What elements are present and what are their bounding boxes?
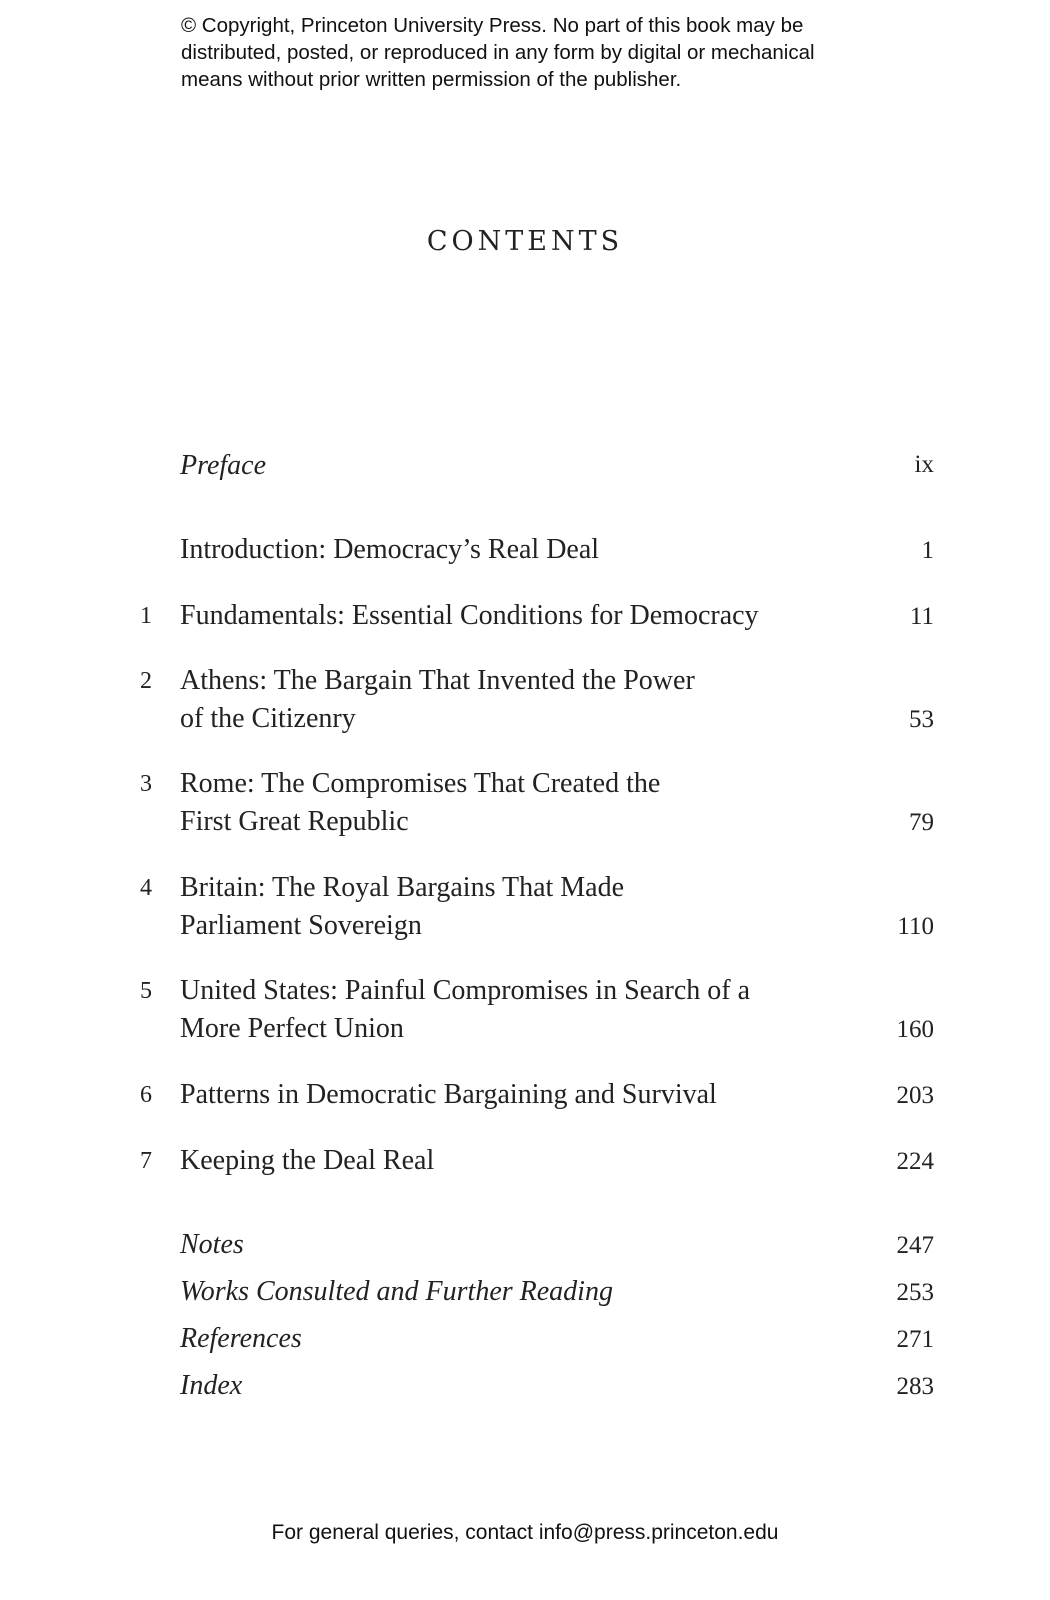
toc-entry-page: 160 [896, 1016, 934, 1043]
toc-entry-number: 3 [140, 771, 152, 797]
toc-entry-page: 110 [897, 913, 934, 940]
toc-entry-title-continued: First Great Republic [180, 806, 409, 837]
toc-entry-page: 11 [909, 603, 934, 630]
toc-entry-number: 1 [140, 603, 152, 629]
toc-entry-title: Introduction: Democracy’s Real Deal [180, 534, 600, 565]
toc-entry-title-continued: of the Citizenry [180, 703, 356, 734]
toc-entry-title: Keeping the Deal Real [180, 1145, 435, 1176]
toc-entry-title: Rome: The Compromises That Created the [180, 768, 661, 799]
toc-entry-page: 53 [909, 706, 934, 733]
toc-entry-title-continued: More Perfect Union [180, 1013, 404, 1044]
page-title: CONTENTS [426, 226, 624, 257]
toc-entry-page: 253 [896, 1279, 934, 1306]
toc-entry-number: 7 [140, 1148, 152, 1174]
copyright-line-3: means without prior written permission of the publisher. [181, 68, 682, 91]
toc-entry-page: 1 [921, 537, 934, 564]
footer-contact: For general queries, contact info@press.princeton.edu [271, 1521, 779, 1544]
toc-entry-page: 203 [896, 1082, 934, 1109]
toc-entry-title: Fundamentals: Essential Conditions for Democracy [180, 600, 759, 631]
toc-entry-title: Patterns in Democratic Bargaining and Survival [180, 1079, 717, 1110]
toc-entry-title: Notes [180, 1229, 244, 1260]
toc-entry-page: 283 [896, 1373, 934, 1400]
toc-entry-number: 4 [140, 875, 152, 901]
toc-entry-title: Index [180, 1370, 243, 1401]
toc-entry-page: 271 [896, 1326, 934, 1353]
toc-entry-page: 224 [896, 1148, 934, 1175]
toc-entry-title: Works Consulted and Further Reading [180, 1276, 613, 1307]
copyright-line-1: © Copyright, Princeton University Press. No part of this book may be [181, 14, 804, 37]
toc-entry-number: 5 [140, 978, 152, 1004]
copyright-line-2: distributed, posted, or reproduced in any form by digital or mechanical [181, 41, 815, 64]
toc-entry-page: 247 [896, 1232, 934, 1259]
toc-entry-number: 2 [140, 668, 152, 694]
toc-entry-page: 79 [909, 809, 934, 836]
toc-entry-title: References [180, 1323, 302, 1354]
toc-entry-page: ix [914, 451, 934, 478]
toc-entry-title-continued: Parliament Sovereign [180, 910, 422, 941]
toc-entry-title: Preface [180, 450, 267, 481]
toc-entry-number: 6 [140, 1082, 152, 1108]
toc-entry-title: United States: Painful Compromises in Search of a [180, 975, 751, 1006]
toc-entry-title: Britain: The Royal Bargains That Made [180, 872, 625, 903]
toc-entry-title: Athens: The Bargain That Invented the Power [180, 665, 695, 696]
